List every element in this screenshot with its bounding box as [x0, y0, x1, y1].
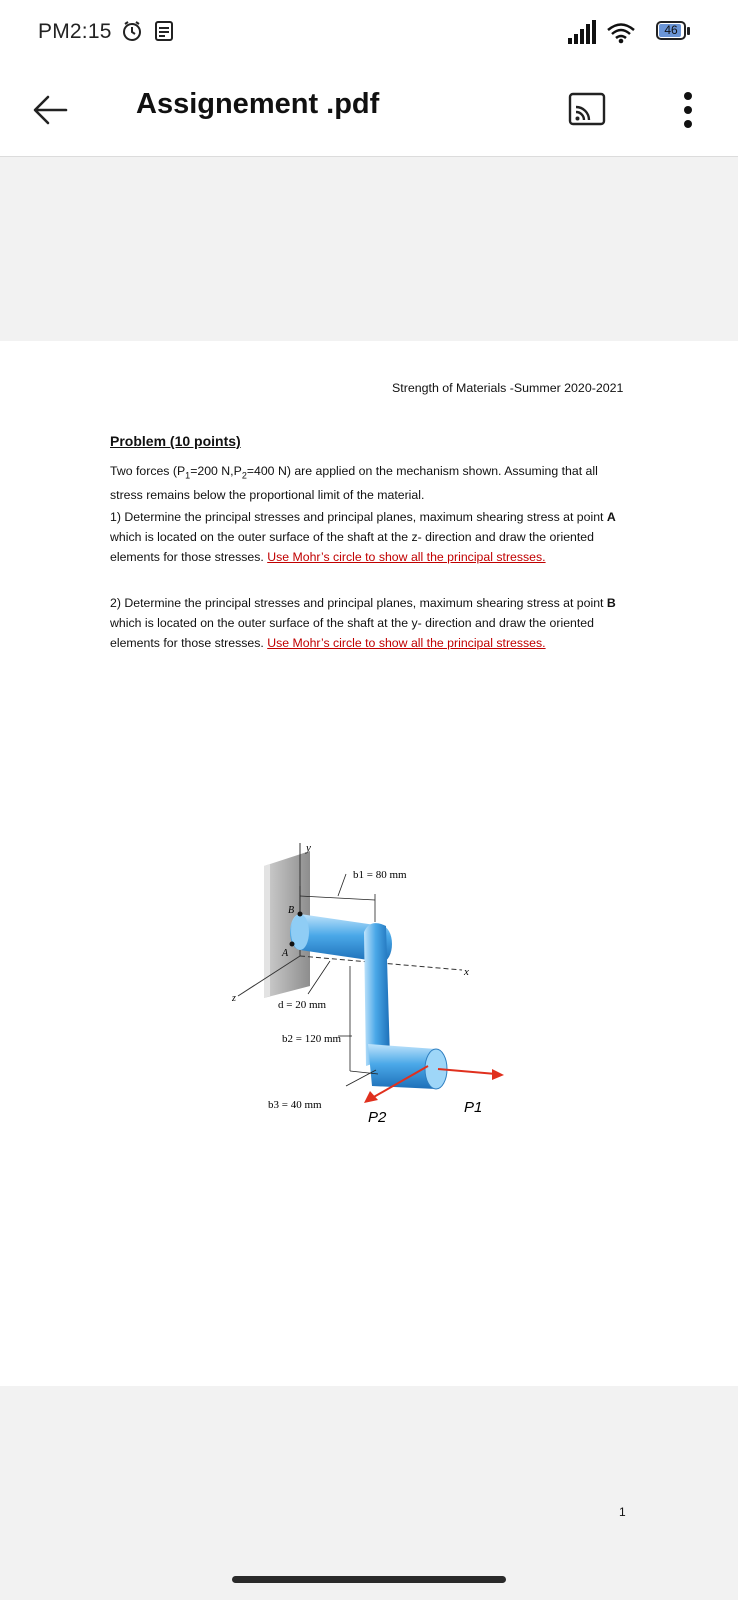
intro-paragraph: Two forces ($P_1=200$ $N,P_2=400$ N) are applied on the mechanism shown. Assuming that all stress remains below the proportional limit of the material.: [110, 464, 598, 503]
dim-b1-label: b1 = 80 mm: [353, 869, 407, 881]
dim-b2-label: b2 = 120 mm: [282, 1033, 342, 1045]
mechanism-figure: [200, 836, 520, 1136]
dim-b3-label: b3 = 40 mm: [268, 1099, 322, 1111]
signal-icon: [568, 20, 598, 44]
wifi-icon: [606, 22, 636, 44]
point-a-label: A: [282, 948, 289, 959]
shaft-lower: [368, 1044, 447, 1089]
force-p2-label: P2: [368, 1109, 387, 1126]
point-b-label: B: [288, 905, 295, 916]
point-b-marker: [298, 912, 303, 917]
document-title: Assignement .pdf: [136, 88, 380, 120]
battery-level: 46: [664, 23, 678, 37]
point-a-marker: [290, 942, 295, 947]
force-p1-label: P1: [464, 1099, 483, 1116]
notification-icon: [154, 20, 174, 42]
battery-icon: [656, 21, 686, 40]
mohr-link-1[interactable]: Use Mohr’s circle to show all the principal stresses.: [267, 550, 546, 564]
force-p1-arrow: [438, 1069, 504, 1080]
pdf-page: [0, 341, 738, 1519]
status-bar: [0, 0, 738, 64]
pdf-viewer[interactable]: [0, 157, 738, 1600]
cast-icon[interactable]: [567, 89, 607, 129]
course-header: Strength of Materials -Summer 2020-2021: [392, 381, 624, 395]
page-number: 1: [619, 1505, 626, 1519]
more-vert-icon[interactable]: [668, 86, 708, 134]
axis-x-label: x: [464, 966, 469, 978]
alarm-icon: [121, 20, 143, 42]
problem-title: Problem (10 points): [110, 433, 241, 449]
mohr-link-2[interactable]: Use Mohr’s circle to show all the principal stresses.: [267, 636, 546, 650]
axis-y-label: y: [306, 842, 311, 854]
back-arrow-icon[interactable]: [26, 86, 74, 134]
question-1: 1) Determine the principal stresses and principal planes, maximum shearing stress at point A which is located on the outer surface of the shaft at the z- direction and draw the oriented elements for those stresses. Use Mohr’s circle to show all the principal stresses.: [110, 510, 616, 564]
vertical-arm: [364, 923, 390, 1066]
app-bar: [0, 64, 738, 157]
question-2: 2) Determine the principal stresses and principal planes, maximum shearing stress at point B which is located on the outer surface of the shaft at the y- direction and draw the oriented elements for those stresses. Use Mohr’s circle to show all the principal stresses.: [110, 596, 616, 650]
dim-d-label: d = 20 mm: [278, 999, 327, 1011]
gesture-navigation-bar[interactable]: [232, 1576, 506, 1583]
status-time: PM2:15: [38, 20, 112, 43]
axis-z-label: z: [232, 993, 236, 1004]
